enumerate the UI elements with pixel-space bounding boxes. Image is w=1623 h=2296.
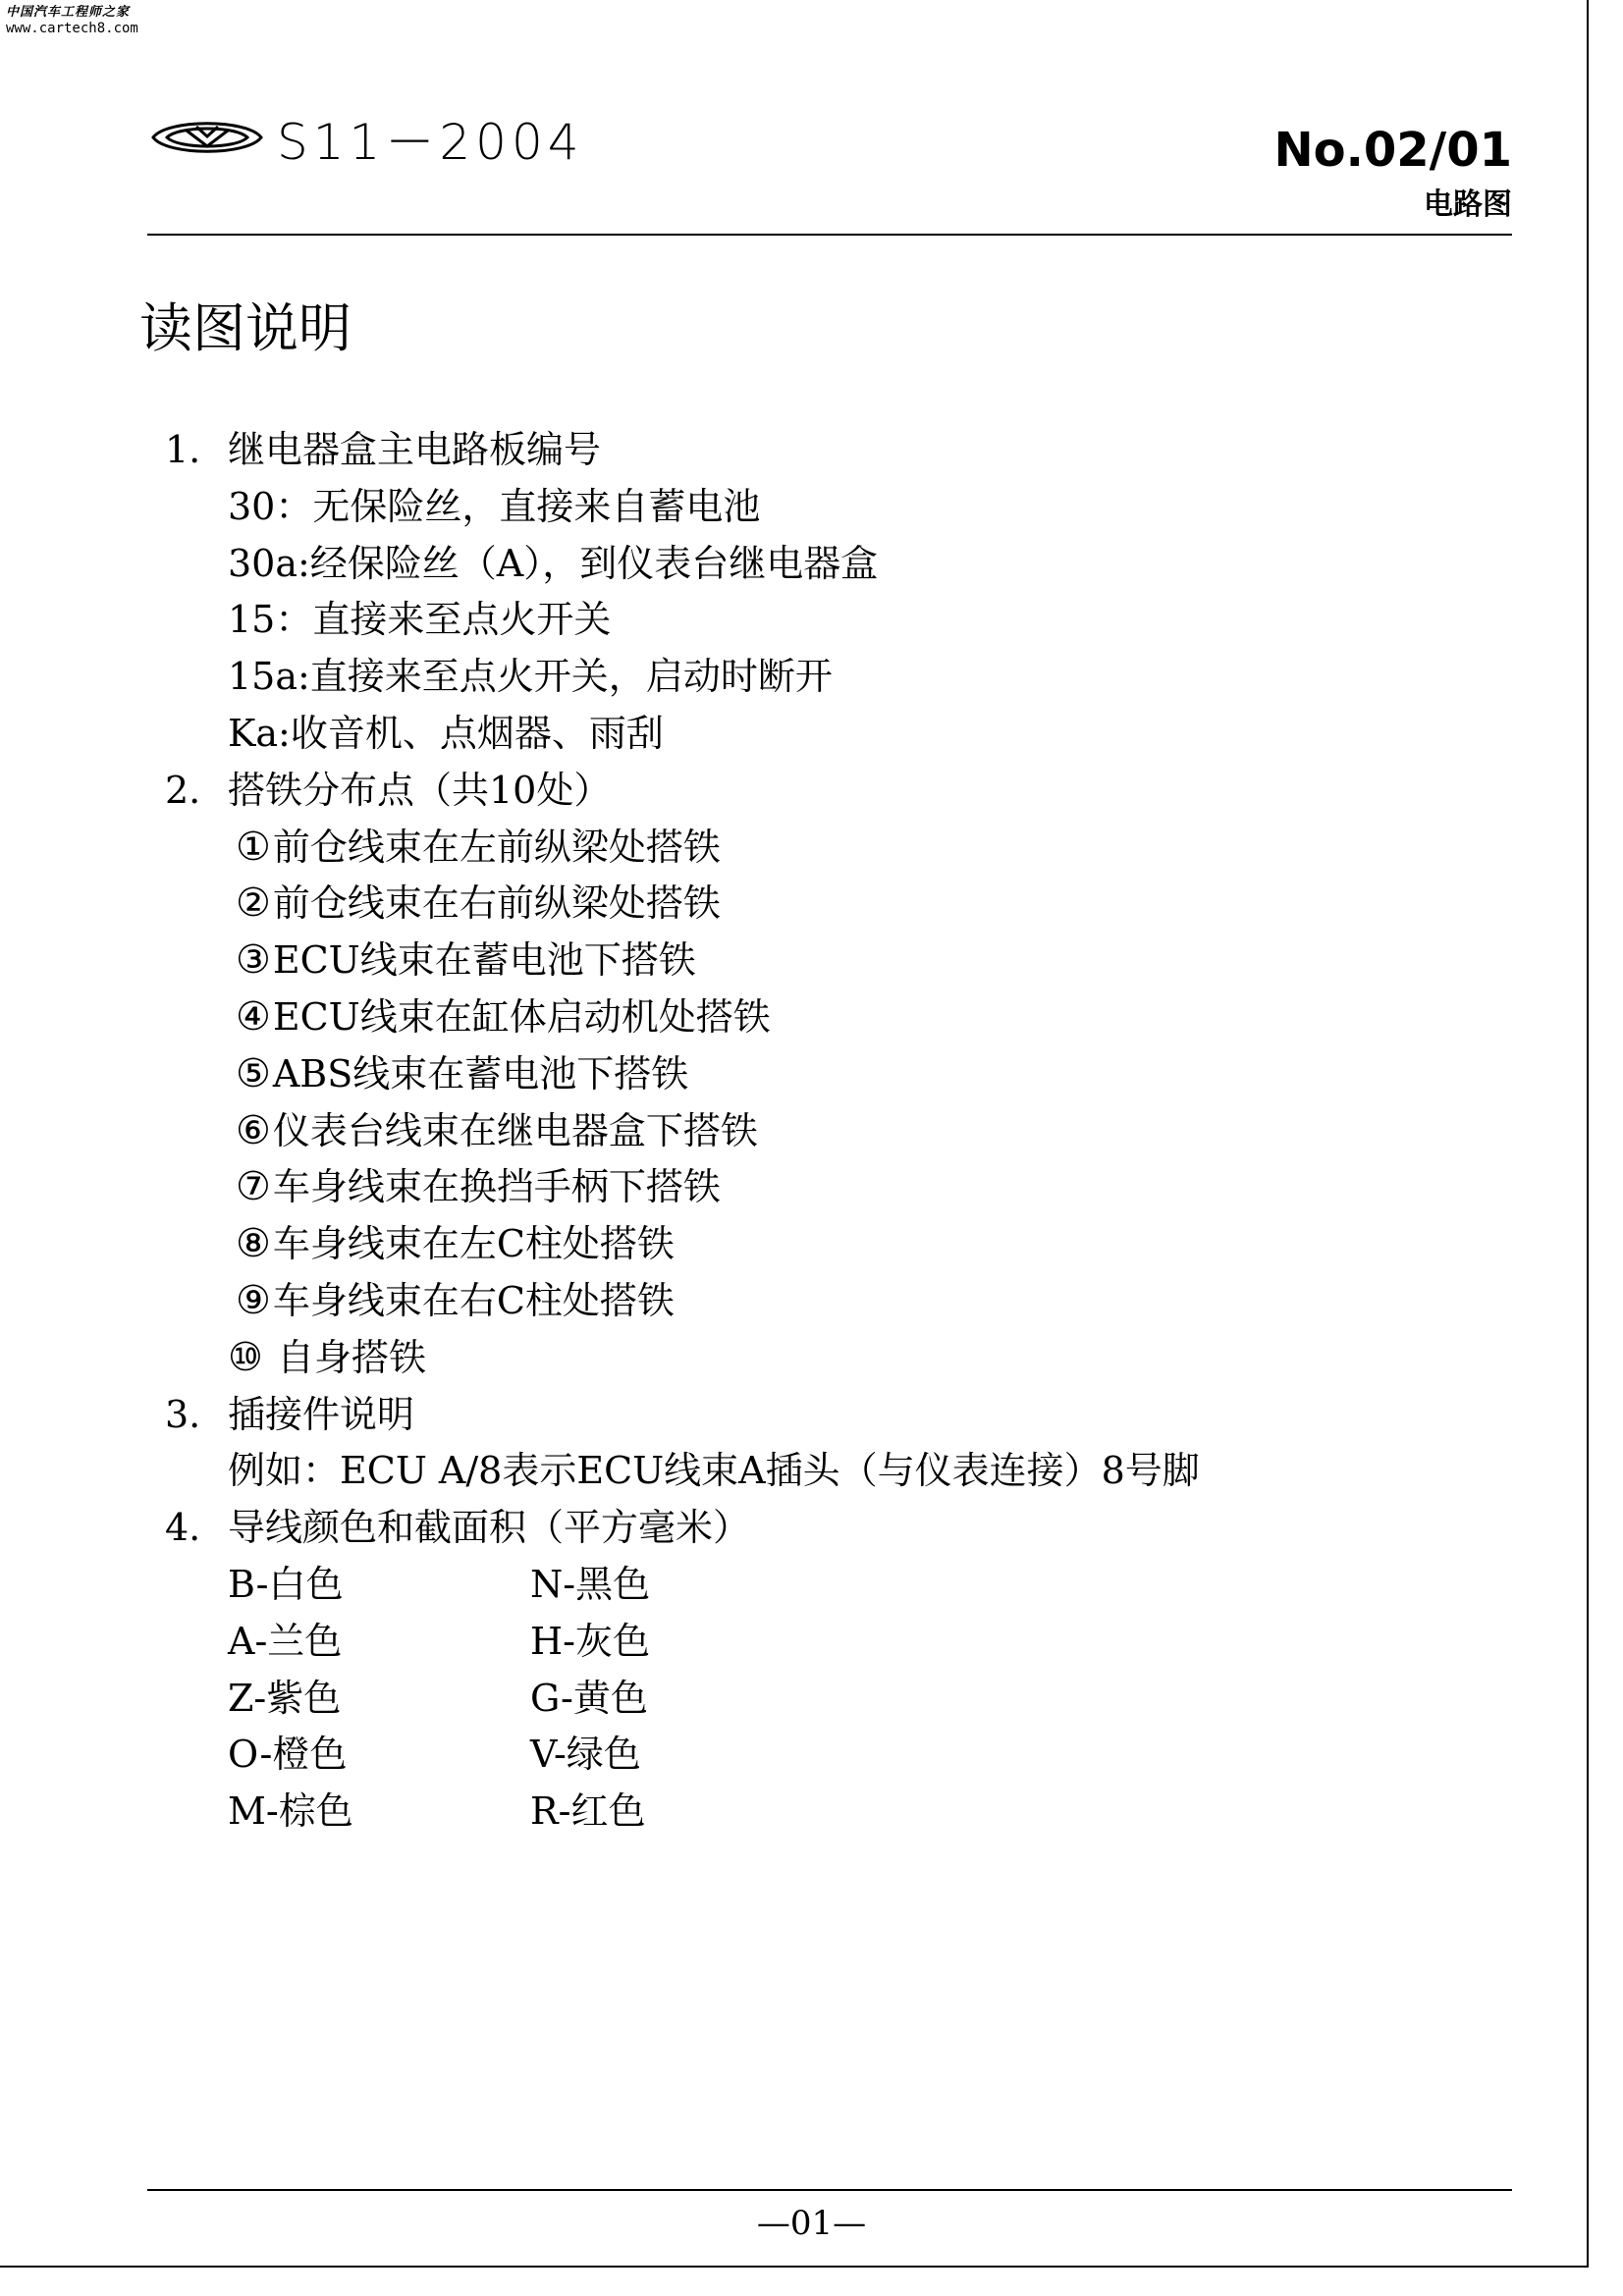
wire-color-row <box>165 1784 1461 1841</box>
ground-point-item <box>165 1046 1461 1103</box>
ground-point-text: ECU线束在蓄电池下搭铁 <box>272 938 696 983</box>
list-item: 30a:经保险丝（A），到仪表台继电器盒 <box>228 541 879 585</box>
ground-point-text: 自身搭铁 <box>264 1335 426 1379</box>
circled-number: ④ <box>236 993 271 1040</box>
section-heading <box>165 763 1461 820</box>
ground-point-item <box>165 1159 1461 1216</box>
ground-point-text: ABS线束在蓄电池下搭铁 <box>272 1051 689 1095</box>
section-number: 3. <box>165 1392 201 1436</box>
wire-color-row <box>165 1557 1461 1614</box>
instructions-body <box>165 422 1461 1841</box>
ground-point-item <box>165 820 1461 877</box>
circled-number: ① <box>236 824 271 870</box>
page-title: 读图说明 <box>139 297 352 359</box>
ground-point-text: 车身线束在右C柱处搭铁 <box>272 1278 675 1322</box>
section-title: 导线颜色和截面积（平方毫米） <box>228 1506 751 1550</box>
circled-number: ⑩ <box>228 1334 263 1380</box>
wire-color-code: N-黑色 <box>530 1562 651 1606</box>
wire-color-code: M-棕色 <box>228 1789 353 1834</box>
section-number: 2. <box>165 768 201 812</box>
section-title: 插接件说明 <box>228 1392 415 1436</box>
page-number: —01— <box>756 2204 867 2243</box>
ground-point-item <box>165 1216 1461 1273</box>
circled-number: ⑤ <box>236 1050 271 1096</box>
circled-number: ⑦ <box>236 1164 271 1210</box>
watermark-site-name: 中国汽车工程师之家 <box>6 5 131 20</box>
ground-point-item <box>165 1273 1461 1330</box>
watermark-url: www.cartech8.com <box>6 20 138 36</box>
ground-point-item <box>165 989 1461 1046</box>
section-heading <box>165 422 1461 479</box>
circled-number: ③ <box>236 937 271 984</box>
ground-point-text: 前仓线束在左前纵梁处搭铁 <box>272 825 721 869</box>
section-number: 1. <box>165 428 201 471</box>
page-header <box>147 103 1512 236</box>
list-item: 15a:直接来至点火开关，启动时断开 <box>228 655 833 699</box>
header-divider <box>147 234 1512 236</box>
wire-color-code: O-橙色 <box>228 1733 348 1777</box>
wire-color-row <box>165 1614 1461 1671</box>
wire-color-code: V-绿色 <box>530 1733 641 1777</box>
ground-point-text: 车身线束在左C柱处搭铁 <box>272 1222 675 1266</box>
section-number: 4. <box>165 1506 201 1550</box>
ground-point-text: 仪表台线束在继电器盒下搭铁 <box>272 1108 758 1152</box>
list-item: 15：直接来至点火开关 <box>228 598 612 642</box>
ground-point-item <box>165 1103 1461 1160</box>
circled-number: ⑧ <box>236 1221 271 1267</box>
wire-color-code: R-红色 <box>530 1789 646 1834</box>
document-number: No.02/01 <box>1273 123 1512 178</box>
wire-color-row <box>165 1727 1461 1784</box>
model-code: S11－2004 <box>277 114 584 171</box>
footer-divider <box>147 2189 1512 2191</box>
section-heading <box>165 1500 1461 1557</box>
watermark <box>6 6 138 36</box>
ground-point-item <box>165 1330 1461 1387</box>
list-item: 30：无保险丝，直接来自蓄电池 <box>228 484 761 528</box>
circled-number: ② <box>236 881 271 927</box>
section-title: 继电器盒主电路板编号 <box>228 428 602 471</box>
document-type: 电路图 <box>1424 187 1512 222</box>
ground-point-text: 前仓线束在右前纵梁处搭铁 <box>272 881 721 926</box>
wire-color-code: H-灰色 <box>530 1619 650 1663</box>
ground-point-item <box>165 876 1461 933</box>
ground-point-text: 车身线束在换挡手柄下搭铁 <box>272 1165 721 1209</box>
wire-color-row <box>165 1671 1461 1728</box>
circled-number: ⑥ <box>236 1107 271 1153</box>
section-heading <box>165 1387 1461 1444</box>
ground-point-item <box>165 933 1461 989</box>
circled-number: ⑨ <box>236 1277 271 1323</box>
brand-logo-icon <box>147 113 267 162</box>
list-item: 例如：ECU A/8表示ECU线束A插头（与仪表连接）8号脚 <box>228 1449 1200 1493</box>
section-title: 搭铁分布点（共10处） <box>228 768 612 812</box>
wire-color-code: G-黄色 <box>530 1676 648 1720</box>
ground-point-text: ECU线束在缸体启动机处搭铁 <box>272 994 771 1039</box>
wire-color-code: Z-紫色 <box>228 1676 342 1720</box>
wire-color-code: A-兰色 <box>228 1619 343 1663</box>
list-item: Ka:收音机、点烟器、雨刮 <box>228 711 664 755</box>
wire-color-code: B-白色 <box>228 1562 344 1606</box>
